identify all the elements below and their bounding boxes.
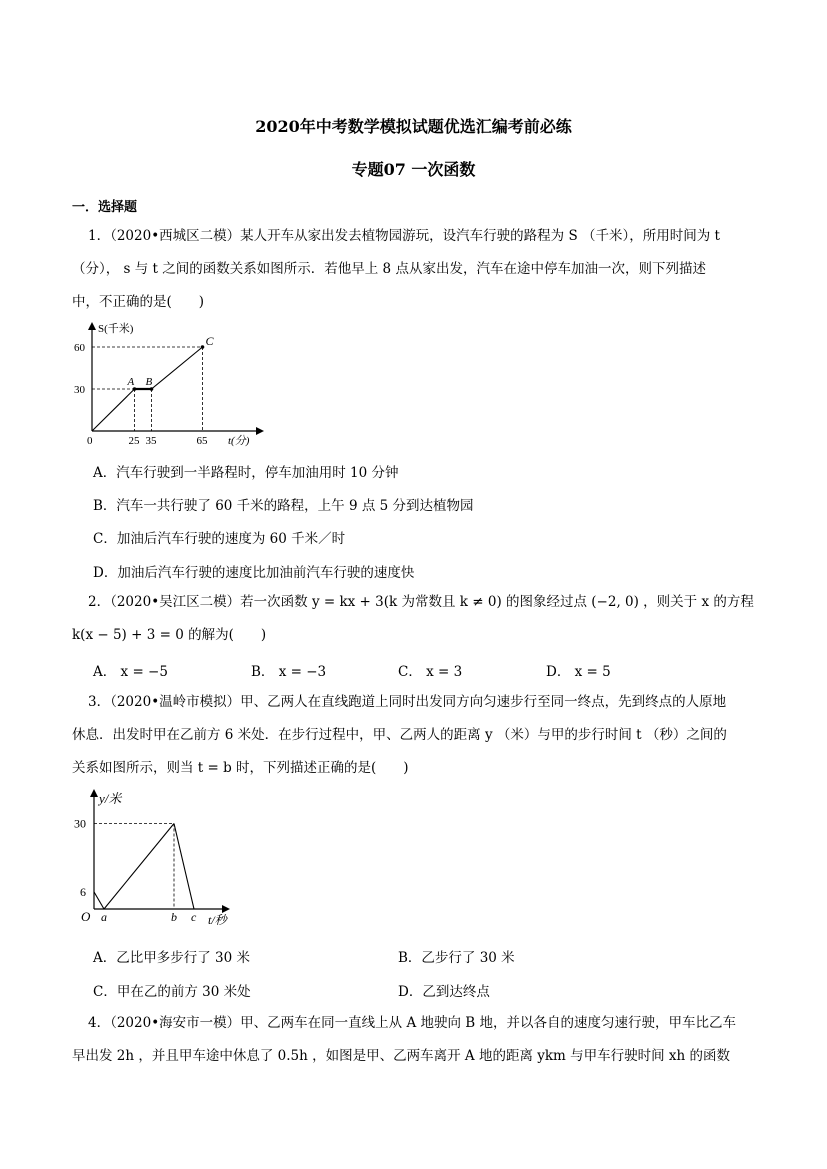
y-tick-6: 6 xyxy=(80,884,86,899)
q3-line2: 休息．出发时甲在乙前方 6 米处．在步行过程中，甲、乙两人的距离 y （米）与甲的步行时间 t （秒）之间的 xyxy=(72,727,727,743)
origin-label: 0 xyxy=(87,435,93,447)
q4-line2: 早出发 2h ，并且甲车途中休息了 0.5h ，如图是甲、乙两车离开 A 地的距离 ykm 与甲车行驶时间 xh 的函数 xyxy=(72,1048,731,1064)
q3-option-b: B．乙步行了 30 米 xyxy=(398,950,515,966)
series-segment-3 xyxy=(174,824,194,910)
y-tick-30: 30 xyxy=(74,816,86,831)
q2-option-b: B． x = −3 xyxy=(251,664,327,680)
x-axis-label: t/秒 xyxy=(208,913,227,927)
origin-label: O xyxy=(81,909,91,924)
data-point-C xyxy=(201,345,205,349)
document-title: 2020年中考数学模拟试题优选汇编考前必练 xyxy=(255,117,572,136)
point-label-B: B xyxy=(145,376,153,388)
q2-option-c: C． x = 3 xyxy=(398,664,463,680)
point-label-A: A xyxy=(127,376,135,388)
series-segment-2 xyxy=(104,824,174,910)
x-tick-25: 25 xyxy=(128,435,140,447)
q1-line2: （分）， s 与 t 之间的函数关系如图所示．若他早上 8 点从家出发，汽车在途中停车加油一次，则下列描述 xyxy=(72,261,706,277)
x-tick-c: c xyxy=(191,910,197,924)
y-axis-label: y/米 xyxy=(99,791,122,806)
series-segment-1 xyxy=(94,892,104,909)
q1-line3: 中，不正确的是( ) xyxy=(72,294,205,310)
y-tick-60: 60 xyxy=(74,342,85,354)
series-segment-1 xyxy=(92,389,135,431)
q2-line2: k(x − 5) + 3 = 0 的解为( ) xyxy=(72,627,267,643)
q1-option-a: A．汽车行驶到一半路程时，停车加油用时 10 分钟 xyxy=(93,465,399,481)
y-tick-30: 30 xyxy=(74,384,85,396)
x-tick-65: 65 xyxy=(196,435,208,447)
q3-line3: 关系如图所示，则当 t = b 时，下列描述正确的是( ) xyxy=(72,760,409,776)
q1-option-b: B．汽车一共行驶了 60 千米的路程，上午 9 点 5 分到达植物园 xyxy=(93,498,474,514)
x-tick-b: b xyxy=(171,910,177,924)
x-tick-a: a xyxy=(101,910,107,924)
q3-option-d: D．乙到达终点 xyxy=(398,984,490,1000)
q1-line1: 1．（2020•西城区二模）某人开车从家出发去植物园游玩，设汽车行驶的路程为 S （千米），所用时间为 t xyxy=(88,228,720,244)
q3-option-a: A．乙比甲多步行了 30 米 xyxy=(93,950,251,966)
x-tick-35: 35 xyxy=(145,435,157,447)
y-axis-arrow xyxy=(88,322,96,330)
q3-option-c: C．甲在乙的前方 30 米处 xyxy=(93,984,251,1000)
q1-distance-time-chart xyxy=(70,318,270,453)
y-axis-arrow xyxy=(90,789,98,797)
q3-line1: 3．（2020•温岭市模拟）甲、乙两人在直线跑道上同时出发同方向匀速步行至同一终点，先到终点的人原地 xyxy=(88,694,727,710)
q2-line1: 2．（2020•吴江区二模）若一次函数 y = kx + 3(k 为常数且 k ≠ 0) 的图象经过点 (−2, 0) ，则关于 x 的方程 xyxy=(88,594,754,610)
x-axis-arrow xyxy=(256,427,264,435)
q1-option-c: C．加油后汽车行驶的速度为 60 千米／时 xyxy=(93,531,346,547)
y-axis-label: S(千米) xyxy=(98,323,134,335)
q4-line1: 4．（2020•海安市一模）甲、乙两车在同一直线上从 A 地驶向 B 地，并以各自的速度匀速行驶，甲车比乙车 xyxy=(88,1015,736,1031)
document-subtitle: 专题07 一次函数 xyxy=(351,160,476,179)
x-axis-label: t(分) xyxy=(228,435,250,447)
section-heading: 一．选择题 xyxy=(72,200,138,215)
q2-option-a: A． x = −5 xyxy=(93,664,168,680)
point-label-C: C xyxy=(205,334,214,348)
x-axis-arrow xyxy=(222,905,230,913)
q2-option-d: D． x = 5 xyxy=(546,664,611,680)
series-segment-3 xyxy=(152,347,203,389)
q3-distance-time-chart xyxy=(72,785,247,935)
q1-option-d: D．加油后汽车行驶的速度比加油前汽车行驶的速度快 xyxy=(93,565,415,581)
